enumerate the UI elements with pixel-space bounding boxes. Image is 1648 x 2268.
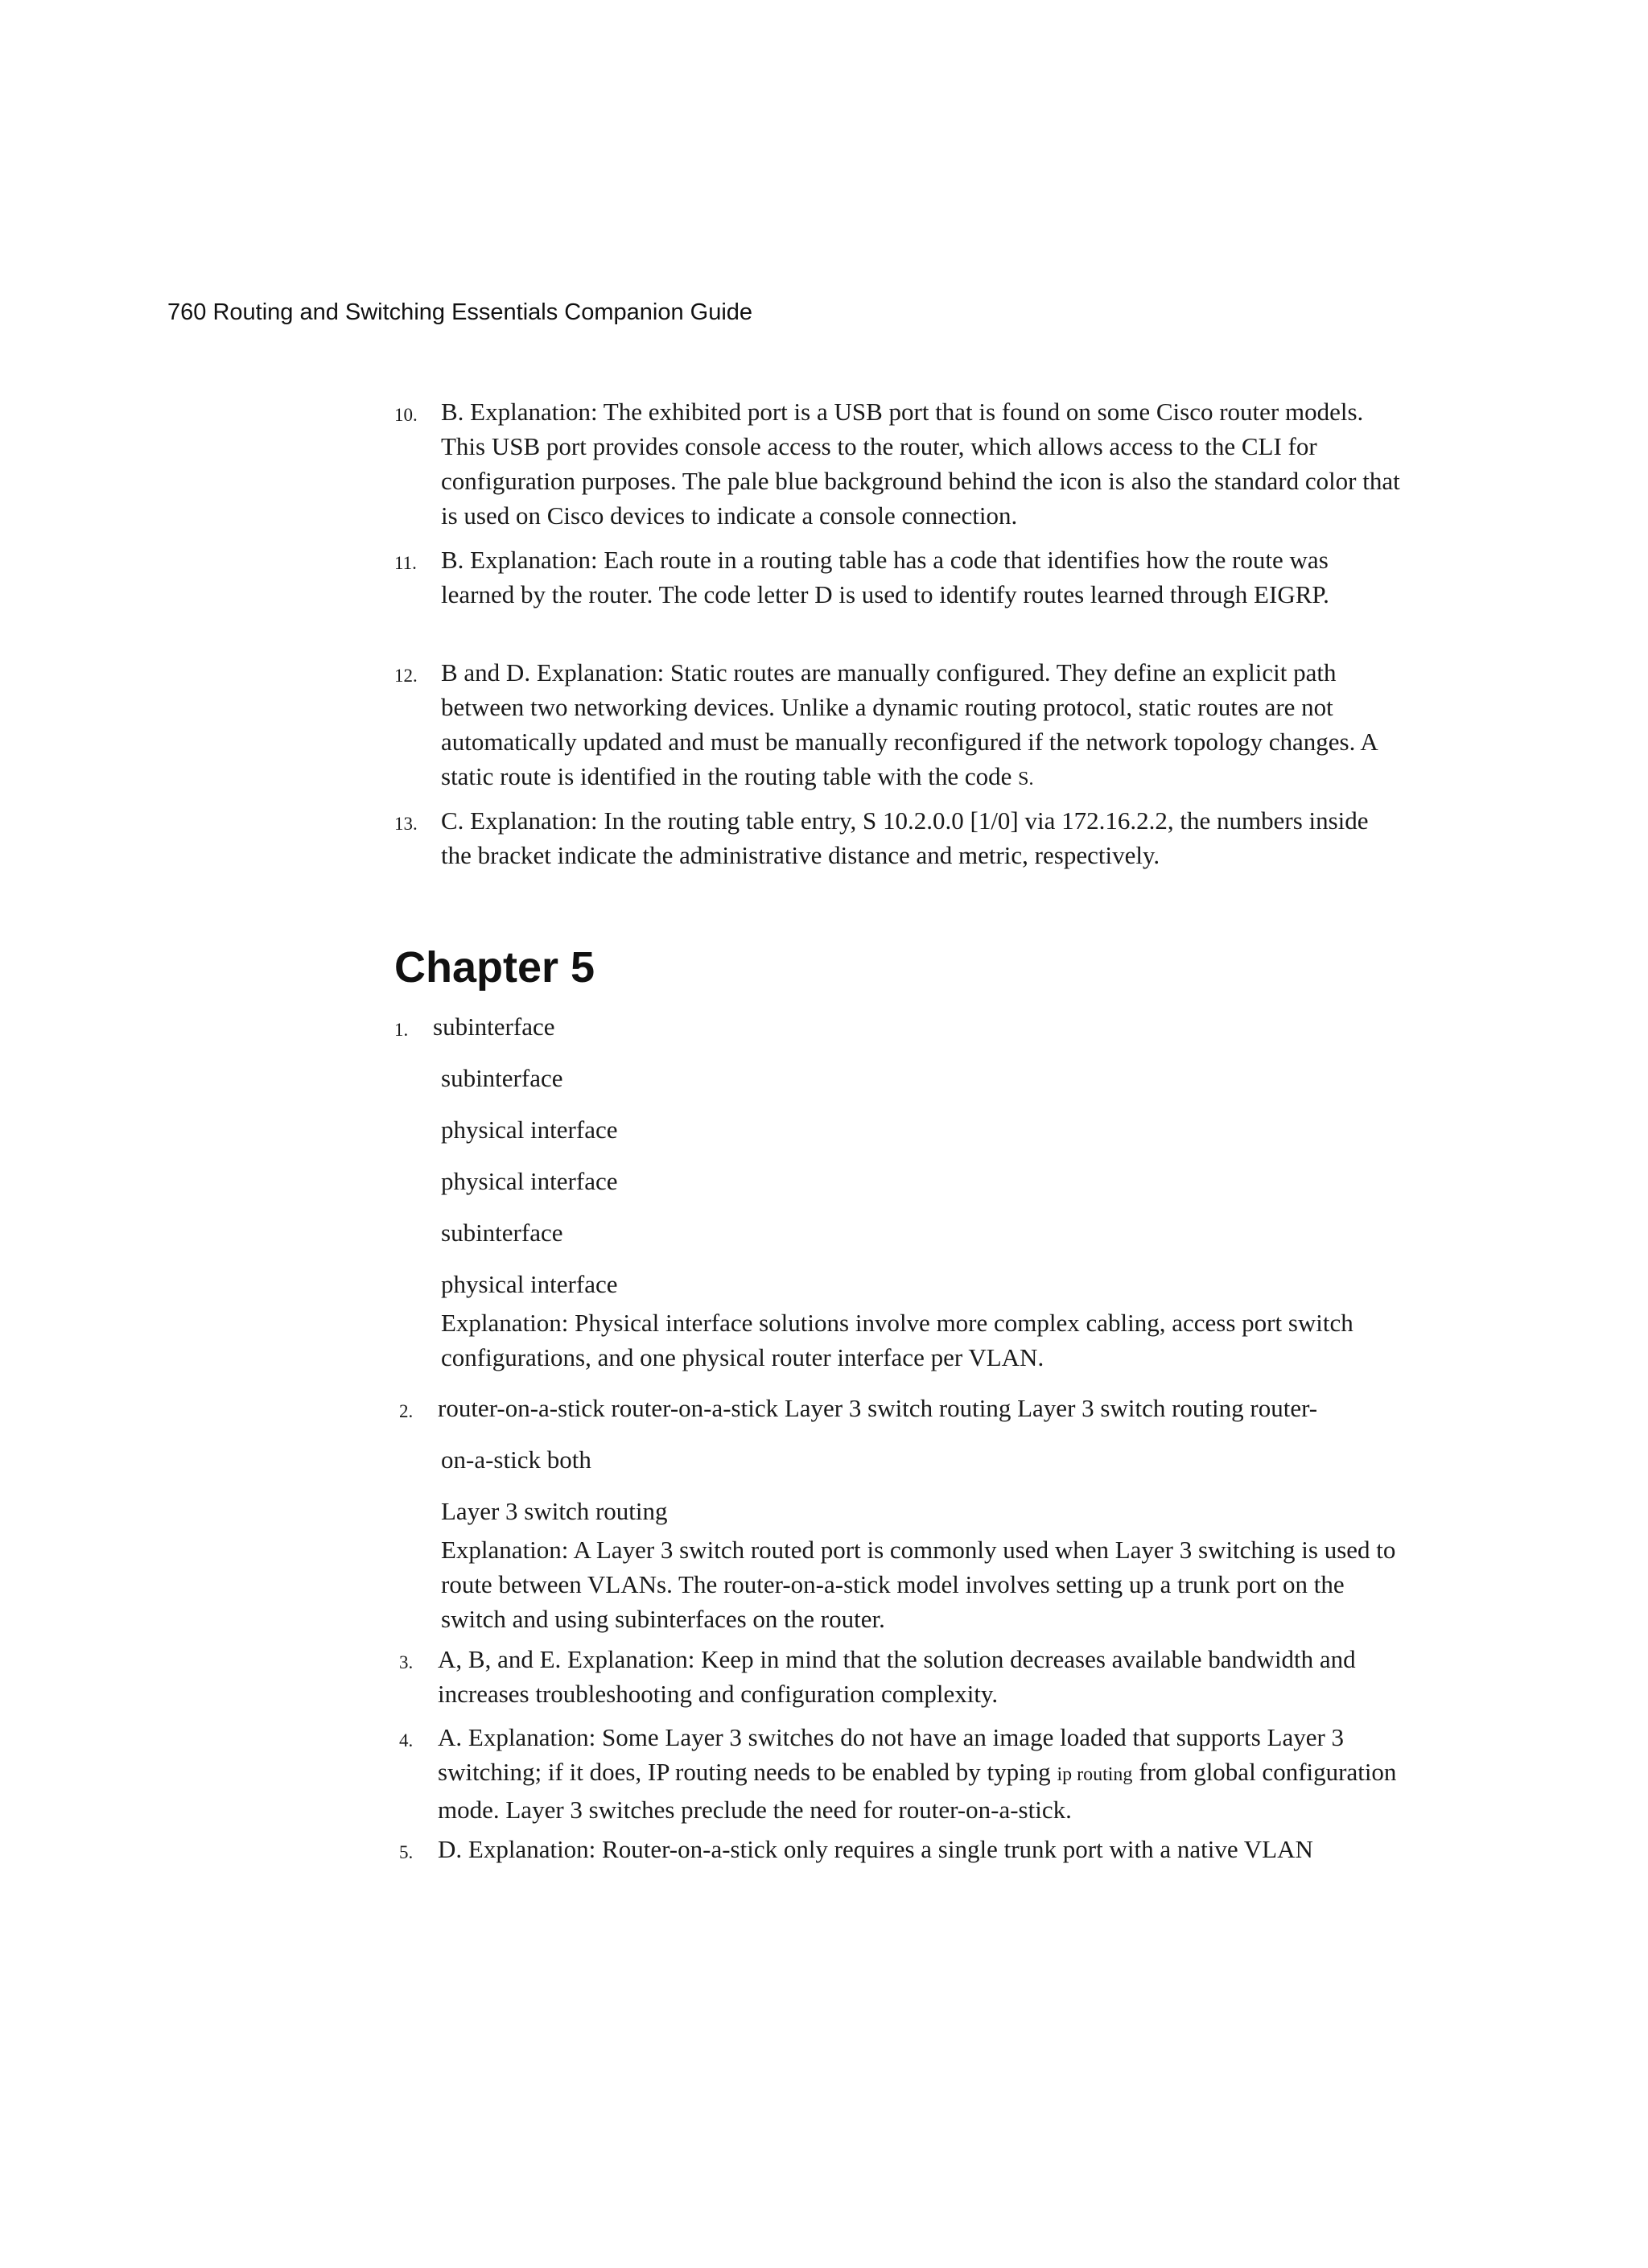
answer-item: [394, 1009, 1400, 1044]
item-text: router-on-a-stick router-on-a-stick Layer 3 switch routing Layer 3 switch routing router-: [438, 1394, 1318, 1422]
explanation: Explanation: Physical interface solutions involve more complex cabling, access port switch configurations, and one physical router interface per VLAN.: [441, 1309, 1353, 1371]
answer-line: on-a-stick both: [441, 1445, 591, 1474]
answer-line: Layer 3 switch routing: [441, 1497, 668, 1525]
item-text: B and D. Explanation: Static routes are manually configured. They define an explicit path between two networking devices. Unlike a dynamic routing protocol, static routes are not automatically updated and must be manually reconfigured if the network topology changes. A static route is identified in the routing table with the code S.: [441, 658, 1378, 790]
item-text: subinterface: [433, 1012, 555, 1041]
item-number: 3.: [399, 1652, 414, 1672]
answer-item: [394, 803, 1400, 872]
item-number: 1.: [394, 1020, 409, 1040]
answer-item: [399, 1832, 1405, 1866]
answer-item: [399, 1391, 1405, 1425]
explanation: Explanation: A Layer 3 switch routed port is commonly used when Layer 3 switching is used to route between VLANs. The router-on-a-stick model involves setting up a trunk port on the switch and using subinterfaces on the router.: [441, 1536, 1396, 1633]
answer-line: physical interface: [441, 1270, 618, 1298]
answer-line: physical interface: [441, 1115, 618, 1144]
item-text: B. Explanation: Each route in a routing table has a code that identifies how the route was learned by the router. The code letter D is used to identify routes learned through EIGRP.: [441, 546, 1329, 608]
answer-item: [399, 1642, 1405, 1711]
running-head: 760 Routing and Switching Essentials Companion Guide: [167, 299, 753, 325]
item-text: B. Explanation: The exhibited port is a USB port that is found on some Cisco router models. This USB port provides console access to the router, which allows access to the CLI for configuration purposes. The pale blue background behind the icon is also the standard color that is used on Cisco devices to indicate a console connection.: [441, 398, 1400, 530]
answer-item: [399, 1720, 1405, 1827]
item-text: C. Explanation: In the routing table entry, S 10.2.0.0 [1/0] via 172.16.2.2, the numbers inside the bracket indicate the administrative distance and metric, respectively.: [441, 806, 1369, 869]
inline-code: S.: [1018, 769, 1034, 790]
item-number: 4.: [399, 1730, 414, 1750]
item-text: A. Explanation: Some Layer 3 switches do not have an image loaded that supports Layer 3 switching; if it does, IP routing needs to be enabled by typing ip routing from global configuration mode. Layer 3 switches preclude the need for router-on-a-stick.: [438, 1723, 1397, 1824]
item-number: 2.: [399, 1401, 414, 1421]
item-number: 13.: [394, 814, 418, 834]
answer-item: [394, 655, 1400, 797]
item-number: 10.: [394, 405, 418, 425]
inline-code: ip routing: [1057, 1764, 1133, 1785]
item-text: A, B, and E. Explanation: Keep in mind that the solution decreases available bandwidth and increases troubleshooting and configuration complexity.: [438, 1645, 1356, 1708]
answer-line: subinterface: [441, 1219, 563, 1247]
answer-line: physical interface: [441, 1167, 618, 1195]
item-number: 11.: [394, 553, 417, 573]
answer-line: subinterface: [441, 1064, 563, 1092]
answer-item: [394, 542, 1400, 612]
item-number: 12.: [394, 666, 418, 686]
item-text: D. Explanation: Router-on-a-stick only requires a single trunk port with a native VLAN: [438, 1835, 1313, 1863]
item-number: 5.: [399, 1842, 414, 1862]
chapter-heading: Chapter 5: [394, 943, 595, 992]
answer-item: [394, 394, 1400, 533]
